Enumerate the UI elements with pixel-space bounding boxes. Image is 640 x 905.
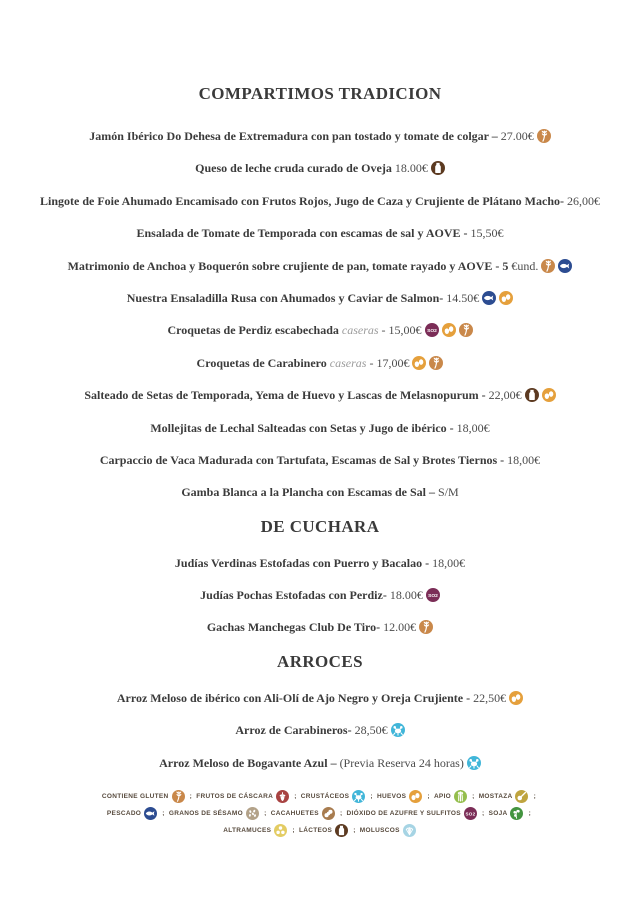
dish-price: €und.	[511, 258, 539, 273]
gluten-icon	[172, 790, 185, 803]
menu-item	[38, 690, 602, 707]
dish-price: 22,50€	[473, 690, 507, 705]
dish-price: 15,50€	[470, 226, 504, 241]
mustard-icon	[515, 790, 528, 803]
crustacean-icon	[467, 756, 481, 770]
crustacean-icon	[352, 790, 365, 803]
menu-item	[38, 587, 602, 604]
gluten-icon	[429, 356, 443, 370]
menu-item	[38, 452, 602, 469]
egg-icon	[412, 356, 426, 370]
sulfites-icon	[464, 807, 477, 820]
gluten-icon	[419, 620, 433, 634]
dish-name: Gachas Manchegas Club De Tiro-	[206, 620, 381, 635]
egg-icon	[442, 323, 456, 337]
legend-label: CACAHUETES	[270, 810, 319, 818]
dish-price: 22,00€	[488, 388, 522, 403]
menu-item	[38, 755, 602, 772]
dish-price: 18.00€	[389, 588, 423, 603]
dish-name: Jamón Ibérico Do Dehesa de Extremadura con pan tostado y tomate de colgar –	[89, 129, 498, 143]
legend-separator: ;	[479, 810, 487, 818]
nuts-icon	[276, 790, 289, 803]
dish-note: caseras	[329, 355, 367, 370]
dish-name: Ensalada de Tomate de Temporada con escamas de sal y AOVE -	[136, 226, 468, 241]
menu-item	[38, 387, 602, 404]
egg-icon	[499, 291, 513, 305]
menu-item	[38, 484, 602, 501]
dish-price: 18,00€	[507, 452, 541, 467]
legend-separator: ;	[160, 810, 167, 818]
dish-note: caseras	[341, 323, 379, 338]
menu-item	[38, 619, 602, 636]
menu-item	[38, 290, 602, 307]
legend-separator: ;	[351, 827, 358, 835]
menu-item	[38, 722, 602, 739]
dish-price: (Previa Reserva 24 horas)	[339, 755, 464, 770]
menu-item	[38, 225, 602, 242]
dish-name: Queso de leche cruda curado de Oveja	[195, 161, 392, 176]
gluten-icon	[541, 259, 555, 273]
dish-price: 18,00€	[432, 555, 466, 570]
dish-name: Judías Verdinas Estofadas con Puerro y Bacalao -	[174, 555, 430, 570]
dish-price: 26,00€	[567, 193, 600, 208]
dish-price: - 17,00€	[369, 355, 410, 370]
dish-name: Arroz Meloso de ibérico con Ali-Olí de Ajo Negro y Oreja Crujiente -	[116, 690, 471, 705]
legend-label: CRUSTÁCEOS	[300, 793, 350, 801]
menu-section	[38, 84, 602, 502]
dish-price: 18,00€	[456, 420, 490, 435]
legend-label: SOJA	[488, 810, 508, 818]
legend-label: LÁCTEOS	[298, 827, 333, 835]
celery-icon	[454, 790, 467, 803]
dish-name: Matrimonio de Anchoa y Boquerón sobre crujiente de pan, tomate rayado y AOVE - 5	[67, 258, 509, 273]
dairy-icon	[431, 161, 445, 175]
dish-name: Croquetas de Perdiz escabechada	[167, 323, 339, 338]
dish-price: 12.00€	[383, 620, 417, 635]
dish-price: 28,50€	[354, 723, 388, 738]
menu-sections	[38, 84, 602, 772]
section-title: DE CUCHARA	[260, 516, 380, 536]
legend-separator: ;	[531, 793, 537, 801]
menu-item	[38, 160, 602, 177]
dish-price: 18.00€	[394, 161, 428, 176]
fish-icon	[558, 259, 572, 273]
dish-price: - 15,00€	[381, 323, 422, 338]
dish-name: Nuestra Ensaladilla Rusa con Ahumados y Caviar de Salmon-	[126, 290, 444, 305]
legend-label: PESCADO	[106, 810, 142, 818]
dish-name: Carpaccio de Vaca Madurada con Tartufata, Escamas de Sal y Brotes Tiernos -	[99, 452, 505, 467]
legend-separator: ;	[292, 793, 299, 801]
sesame-icon	[246, 807, 259, 820]
fish-icon	[144, 807, 157, 820]
egg-icon	[409, 790, 422, 803]
dairy-icon	[525, 388, 539, 402]
dish-price: 27.00€	[500, 129, 534, 143]
dish-name: Croquetas de Carabinero	[196, 355, 327, 370]
legend-label: FRUTOS DE CÁSCARA	[196, 793, 274, 801]
dairy-icon	[335, 824, 348, 837]
dish-name: Judías Pochas Estofadas con Perdiz-	[200, 588, 387, 603]
lupin-icon	[274, 824, 287, 837]
gluten-icon	[537, 129, 551, 143]
legend-separator: ;	[187, 793, 195, 801]
legend-label: ALTRAMUCES	[223, 827, 272, 835]
legend-label: DIÓXIDO DE AZUFRE Y SULFITOS	[346, 810, 461, 818]
legend-label: CONTIENE GLUTEN	[101, 793, 169, 801]
egg-icon	[542, 388, 556, 402]
legend-label: HUEVOS	[376, 793, 407, 801]
menu-section	[38, 517, 602, 637]
peanut-icon	[322, 807, 335, 820]
allergen-legend	[85, 788, 555, 839]
fish-icon	[482, 291, 496, 305]
dish-name: Salteado de Setas de Temporada, Yema de Huevo y Lascas de Melasnopurum -	[84, 388, 486, 403]
legend-separator: ;	[262, 810, 269, 818]
menu-section	[38, 652, 602, 772]
dish-name: Arroz Meloso de Bogavante Azul –	[159, 755, 337, 770]
legend-label: GRANOS DE SÉSAMO	[168, 810, 244, 818]
section-title: COMPARTIMOS TRADICION	[198, 84, 442, 103]
menu-item	[38, 555, 602, 572]
menu-item	[38, 322, 602, 339]
legend-label: MOSTAZA	[478, 793, 513, 801]
dish-price: S/M	[438, 485, 459, 500]
sulfites-icon	[425, 323, 439, 337]
legend-label: APIO	[433, 793, 452, 801]
dish-name: Gamba Blanca a la Plancha con Escamas de Sal –	[181, 485, 435, 500]
dish-price: 14.50€	[446, 290, 480, 305]
menu-item	[38, 355, 602, 372]
legend-separator: ;	[290, 827, 297, 835]
crustacean-icon	[391, 723, 405, 737]
legend-separator: ;	[368, 793, 375, 801]
legend-separator: ;	[337, 810, 345, 818]
legend-separator: ;	[526, 810, 532, 818]
dish-name: Mollejitas de Lechal Salteadas con Setas y Jugo de ibérico -	[150, 420, 454, 435]
dish-name: Lingote de Foie Ahumado Encamisado con Frutos Rojos, Jugo de Caza y Crujiente de Plátano Macho-	[40, 193, 564, 208]
soy-icon	[510, 807, 523, 820]
section-title: ARROCES	[277, 651, 363, 671]
gluten-icon	[459, 323, 473, 337]
legend-separator: ;	[470, 793, 477, 801]
menu-item	[38, 193, 602, 210]
legend-separator: ;	[425, 793, 432, 801]
dish-name: Arroz de Carabineros-	[235, 723, 352, 738]
menu-item	[38, 258, 602, 275]
menu-item	[38, 128, 602, 145]
legend-label: MOLUSCOS	[359, 827, 400, 835]
menu-item	[38, 420, 602, 437]
sulfites-icon	[426, 588, 440, 602]
mollusc-icon	[403, 824, 416, 837]
egg-icon	[509, 691, 523, 705]
